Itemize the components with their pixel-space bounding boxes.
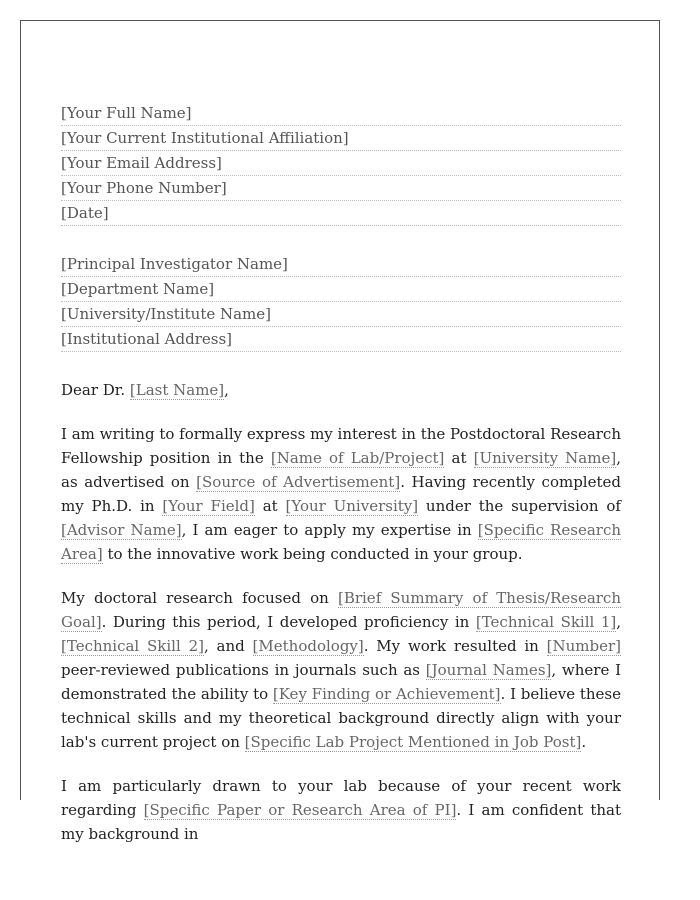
placeholder-field: [Your Field]: [162, 497, 255, 515]
sender-block: [61, 101, 621, 226]
text-run: at: [444, 449, 474, 467]
sender-affiliation: [Your Current Institutional Affiliation]: [61, 126, 621, 151]
recipient-pi-name: [Principal Investigator Name]: [61, 252, 621, 277]
placeholder-your-university: [Your University]: [285, 497, 419, 515]
text-run: . During this period, I developed proficiency in: [101, 613, 476, 631]
text-run: to the innovative work being conducted in your group.: [102, 545, 523, 563]
placeholder-skill-2: [Technical Skill 2]: [61, 637, 204, 655]
placeholder-finding: [Key Finding or Achievement]: [272, 685, 501, 703]
letter-date: [Date]: [61, 201, 621, 226]
recipient-address: [Institutional Address]: [61, 327, 621, 352]
text-run: , I am eager to apply my expertise in: [181, 521, 478, 539]
salutation-prefix: Dear Dr.: [61, 381, 130, 399]
sender-name: [Your Full Name]: [61, 101, 621, 126]
block-gap: [61, 226, 621, 252]
placeholder-skill-1: [Technical Skill 1]: [475, 613, 617, 631]
paragraph-intro: [61, 422, 621, 566]
text-run: , where I demonstrated the ability to: [61, 661, 621, 703]
text-run: I am particularly drawn to your lab because of your recent work regarding: [61, 777, 621, 819]
letter-page: [20, 20, 660, 843]
text-run: .: [581, 733, 587, 751]
sender-email: [Your Email Address]: [61, 151, 621, 176]
text-run: peer-reviewed publications in journals such as: [61, 661, 426, 679]
text-run: . I am confident that my background in: [61, 801, 621, 843]
text-run: , as advertised on: [61, 449, 621, 491]
recipient-block: [61, 252, 621, 352]
placeholder-lab-project: [Name of Lab/Project]: [270, 449, 445, 467]
placeholder-university-name: [University Name]: [473, 449, 617, 467]
placeholder-advisor: [Advisor Name]: [61, 521, 182, 539]
salutation: [61, 378, 621, 402]
paragraph-research: [61, 586, 621, 754]
text-run: under the supervision of: [418, 497, 621, 515]
placeholder-source: [Source of Advertisement]: [196, 473, 401, 491]
placeholder-thesis: [Brief Summary of Thesis/Research Goal]: [61, 589, 621, 631]
paragraph-motivation: [61, 774, 621, 846]
placeholder-journals: [Journal Names]: [425, 661, 552, 679]
placeholder-lab-project-post: [Specific Lab Project Mentioned in Job Post]: [244, 733, 582, 751]
recipient-institution: [University/Institute Name]: [61, 302, 621, 327]
sender-phone: [Your Phone Number]: [61, 176, 621, 201]
placeholder-number: [Number]: [546, 637, 621, 655]
salutation-suffix: ,: [224, 381, 229, 399]
placeholder-specific-work: [Specific Paper or Research Area of PI]: [143, 801, 457, 819]
text-run: . I believe these technical skills and my theoretical background directly align with your lab's current project on: [61, 685, 621, 751]
recipient-department: [Department Name]: [61, 277, 621, 302]
placeholder-research-area: [Specific Research Area]: [61, 521, 622, 563]
placeholder-last-name: [Last Name]: [129, 381, 225, 399]
text-run: , and: [203, 637, 253, 655]
text-run: ,: [616, 613, 622, 631]
text-run: I am writing to formally express my interest in the Postdoctoral Research Fellowship position in the: [61, 425, 621, 467]
text-run: My doctoral research focused on: [61, 589, 338, 607]
text-run: . My work resulted in: [363, 637, 547, 655]
placeholder-methodology: [Methodology]: [252, 637, 364, 655]
text-run: . Having recently completed my Ph.D. in: [61, 473, 621, 515]
letter-content: [61, 101, 621, 846]
text-run: at: [254, 497, 286, 515]
